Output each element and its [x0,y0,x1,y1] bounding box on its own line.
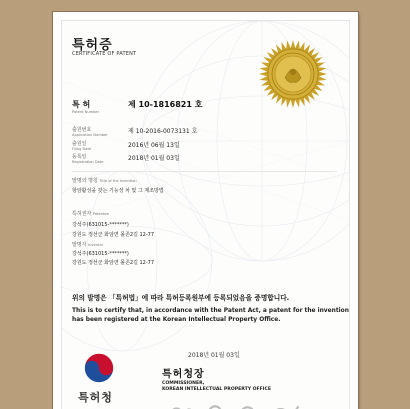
issuer-title-en-line2: KOREAN INTELLECTUAL PROPERTY OFFICE [162,387,272,392]
invention-title-label-en: Title of the Invention [99,179,137,183]
inventor-label-en: Inventor [88,243,104,247]
certificate-paper [61,20,350,409]
registration-date-value: 2018년 01월 03일 [128,155,180,162]
filing-date-label: 출원일 [72,141,87,147]
registration-date-label: 등록일 [72,154,87,160]
certification-statement-en-line2: has been registered at the Korean Intellectual Property Office. [72,317,281,323]
patent-number-value: 제 10-1816821 호 [128,100,203,109]
certificate-frame [53,12,358,409]
patentee-label-ko: 특허권자 [72,211,92,217]
inventor-address: 강원도 정선군 화암면 몰존2길 12-77 [72,260,155,266]
patent-number-label: 특 허 [72,100,91,109]
filing-date-label-en: Filing Date [72,147,92,151]
certificate-title-en: CERTIFICATE OF PATENT [72,51,137,57]
gold-seal-icon [258,39,328,109]
registration-date-label-en: Registration Date [72,160,104,164]
issuer-title-en-line1: COMMISSIONER, [162,381,205,386]
patentee-label [72,210,109,217]
patentee-label-en: Patentee [92,212,109,216]
invention-title-label [72,177,137,184]
certification-statement-en-line1: This is to certify that, in accordance with the Patent Act, a patent for the invention [72,308,349,314]
inventor-label-ko: 발명자 [72,242,87,248]
patentee-address: 강원도 정선군 화암면 몰존2길 12-77 [72,232,155,238]
signature-icon [158,397,318,409]
application-number-value: 제 10-2016-0073131 호 [128,128,198,135]
invention-title-label-ko: 발명의 명칭 [72,178,98,184]
issuer-title: 특허청장 [162,369,205,380]
application-number-label: 출원번호 [72,127,92,133]
section-divider [72,171,337,172]
patent-number-label-en: Patent Number [72,110,100,114]
inventor-label [72,241,103,248]
patentee-name: 강석주(631015-*******) [72,222,129,228]
inventor-name: 강석주(631015-*******) [72,251,129,257]
invention-title-value: 항암활성을 갖는 기능성 차 및 그 제조방법 [72,188,164,194]
issue-date: 2018년 01월 03일 [188,352,240,359]
office-logo-text: 특허청 [78,391,113,404]
filing-date-value: 2016년 06월 13일 [128,142,180,149]
certification-statement-ko: 위의 발명은 「특허법」에 따라 특허등록원부에 등록되었음을 증명합니다. [72,294,290,302]
certificate-title: 특허증 [72,38,113,53]
kipo-logo-icon [82,351,116,385]
issuer-title-en [162,381,271,393]
application-number-label-en: Application Number [72,133,108,137]
